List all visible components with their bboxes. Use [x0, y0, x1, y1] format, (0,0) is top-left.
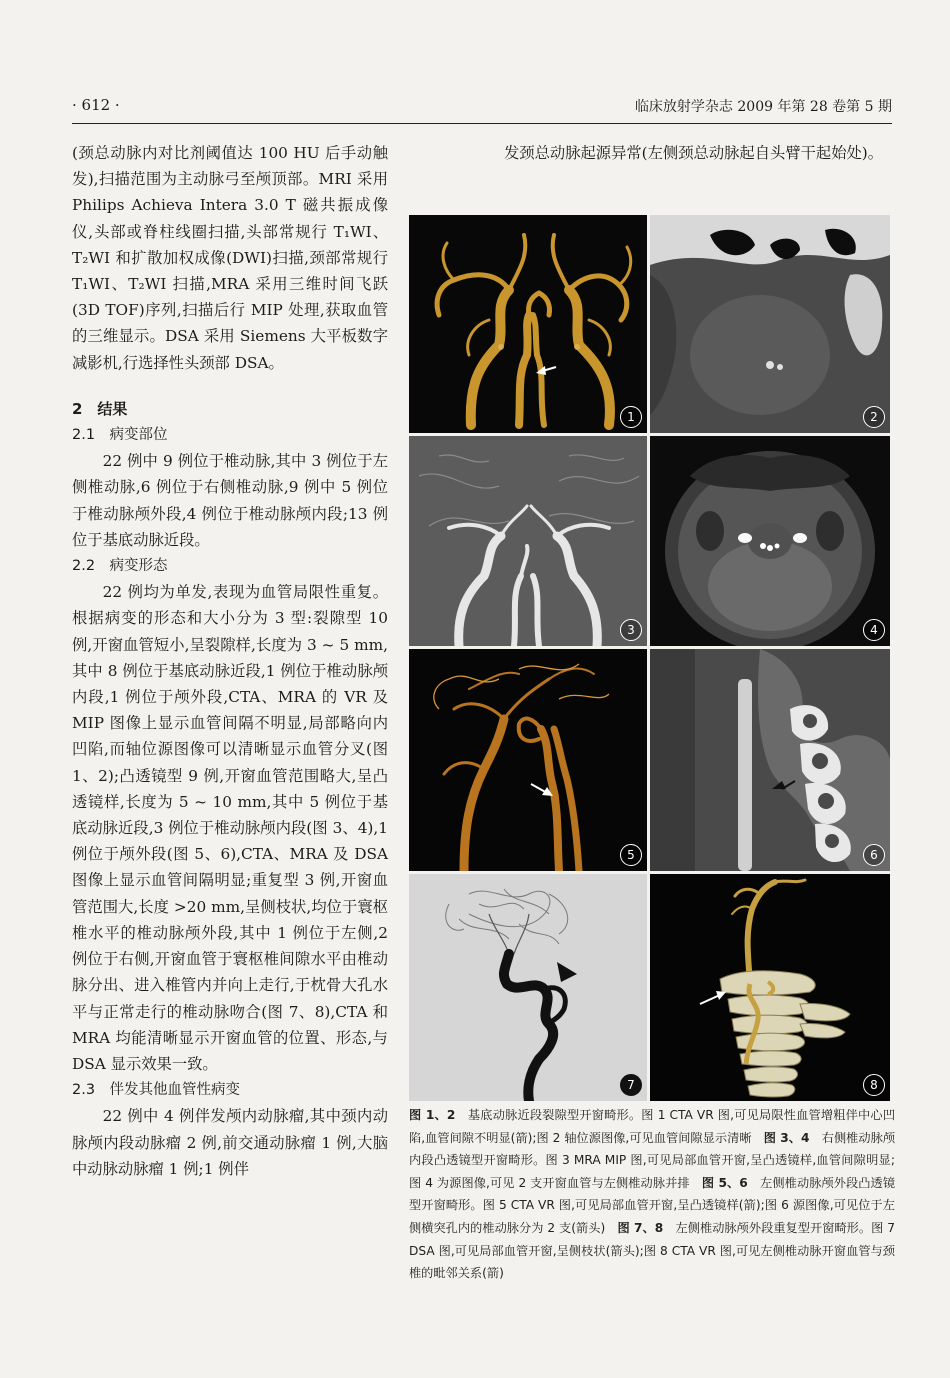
figure-panel-5	[409, 649, 647, 871]
panel-number-8: 8	[863, 1074, 885, 1096]
cta-vr-image-8	[650, 874, 890, 1101]
figure-panel-2	[650, 215, 890, 433]
ct-source-image-6	[650, 649, 890, 871]
caption-label-1-2: 图 1、2	[409, 1108, 456, 1122]
axial-ct-image-2	[650, 215, 890, 433]
figure-panel-8	[650, 874, 890, 1101]
caption-label-3-4: 图 3、4	[763, 1130, 810, 1145]
caption-text-5-6: 左侧椎动脉颅外段凸透镜型开窗畸形。图 5 CTA VR 图,可见局部血管开窗,呈凸透镜样(箭);图 6 源图像,可见位于左侧横突孔内的椎动脉分为 2 支(箭头)	[409, 1175, 896, 1235]
panel-number-3: 3	[620, 619, 642, 641]
section-2-title: 2 结果	[72, 399, 128, 418]
subsection-2-1-text: 22 例中 9 例位于椎动脉,其中 3 例位于左侧椎动脉,6 例位于右侧椎动脉,9 例中 5 例位于椎动脉颅外段,4 例位于椎动脉颅内段;13 例位于基底动脉近段。	[72, 452, 388, 549]
subsection-2-3-text: 22 例中 4 例伴发颅内动脉瘤,其中颈内动脉颅内段动脉瘤 2 例,前交通动脉瘤 1 例,大脑中动脉动脉瘤 1 例;1 例伴	[72, 1107, 388, 1178]
figure-panel-6	[650, 649, 890, 871]
figure-panel-7	[409, 874, 647, 1101]
subsection-2-1-title: 2.1 病变部位	[72, 427, 168, 444]
caption-label-5-6: 图 5、6	[701, 1175, 748, 1190]
mra-mip-image-3	[409, 436, 647, 646]
page-number: · 612 ·	[72, 96, 120, 114]
mr-axial-image-4	[650, 436, 890, 646]
panel-number-4: 4	[863, 619, 885, 641]
caption-text-3-4: 右侧椎动脉颅内段凸透镜型开窗畸形。图 3 MRA MIP 图,可见局部血管开窗,呈凸透镜样,血管间隙明显;图 4 为源图像,可见 2 支开窗血管与左侧椎动脉并排	[409, 1130, 896, 1190]
subsection-2-2-text: 22 例均为单发,表现为血管局限性重复。根据病变的形态和大小分为 3 型:裂隙型 10 例,开窗血管短小,呈裂隙样,长度为 3 ~ 5 mm,其中 8 例位于基底动脉近段,1 例位于椎动脉颅内段,1 例位于颅外段,CTA、MRA 的 VR 及 MIP 图像上显示血管间隔不明显,局部略向内凹陷,而轴位源图像可以清晰显示血管分叉(图 1、2);凸透镜型 9 例,开窗血管范围略大,呈凸透镜样,长度为 5 ~ 10 mm,其中 5 例位于基底动脉近段,3 例位于椎动脉颅内段(图 3、4),1 例位于颅外段(图 5、6),CTA、MRA 及 DSA 图像上显示血管间隔明显;重复型 3 例,开窗血管范围大,长度 >20 mm,呈侧枝状,均位于寰枢椎水平的椎动脉颅外段,其中 1 例位于左侧,2 例位于右侧,开窗血管于寰枢椎间隙水平由椎动脉分出、进入椎管内并向上走行,于枕骨大孔水平与正常走行的椎动脉吻合(图 7、8),CTA 和 MRA 均能清晰显示开窗血管的位置、形态,与 DSA 显示效果一致。	[72, 583, 388, 1073]
panel-number-1: 1	[620, 406, 642, 428]
header-rule	[72, 123, 892, 124]
subsection-2-2-title: 2.2 病变形态	[72, 558, 168, 575]
journal-name: 临床放射学杂志 2009 年第 28 卷第 5 期	[634, 99, 892, 115]
panel-number-6: 6	[863, 844, 885, 866]
figure-panel-4	[650, 436, 890, 646]
cta-vr-image-5	[409, 649, 647, 871]
panel-number-2: 2	[863, 406, 885, 428]
panel-number-7: 7	[620, 1074, 642, 1096]
cta-vr-image-1	[409, 215, 647, 433]
methods-paragraph: (颈总动脉内对比剂阈值达 100 HU 后手动触发),扫描范围为主动脉弓至颅顶部。MRI 采用 Philips Achieva Intera 3.0 T 磁共振成像仪,头部或脊柱线圈扫描,头部常规行 T₁WI、T₂WI 和扩散加权成像(DWI)扫描,颈部常规行 T₁WI、T₂WI 扫描,MRA 采用三维时间飞跃(3D TOF)序列,扫描后行 MIP 处理,获取血管的三维显示。DSA 采用 Siemens 大平板数字减影机,行选择性头颈部 DSA。	[72, 144, 388, 372]
page-header	[72, 92, 892, 122]
figure-panel-3	[409, 436, 647, 646]
panel-number-5: 5	[620, 844, 642, 866]
left-column	[72, 140, 388, 1182]
figure-caption	[409, 1104, 895, 1285]
right-column-text: 发颈总动脉起源异常(左侧颈总动脉起自头臂干起始处)。	[504, 144, 884, 162]
caption-label-7-8: 图 7、8	[617, 1220, 664, 1235]
dsa-image-7	[409, 874, 647, 1101]
caption-text-7-8: 左侧椎动脉颅外段重复型开窗畸形。图 7 DSA 图,可见局部血管开窗,呈侧枝状(箭头);图 8 CTA VR 图,可见左侧椎动脉开窗血管与颈椎的毗邻关系(箭)	[409, 1220, 896, 1281]
subsection-2-3-title: 2.3 伴发其他血管性病变	[72, 1082, 241, 1099]
right-column-top	[504, 140, 896, 166]
figure-panel-1	[409, 215, 647, 433]
caption-text-1-2: 基底动脉近段裂隙型开窗畸形。图 1 CTA VR 图,可见局限性血管增粗伴中心凹陷,血管间隙不明显(箭);图 2 轴位源图像,可见血管间隙显示清晰	[409, 1108, 896, 1145]
figure-grid	[409, 215, 890, 1101]
